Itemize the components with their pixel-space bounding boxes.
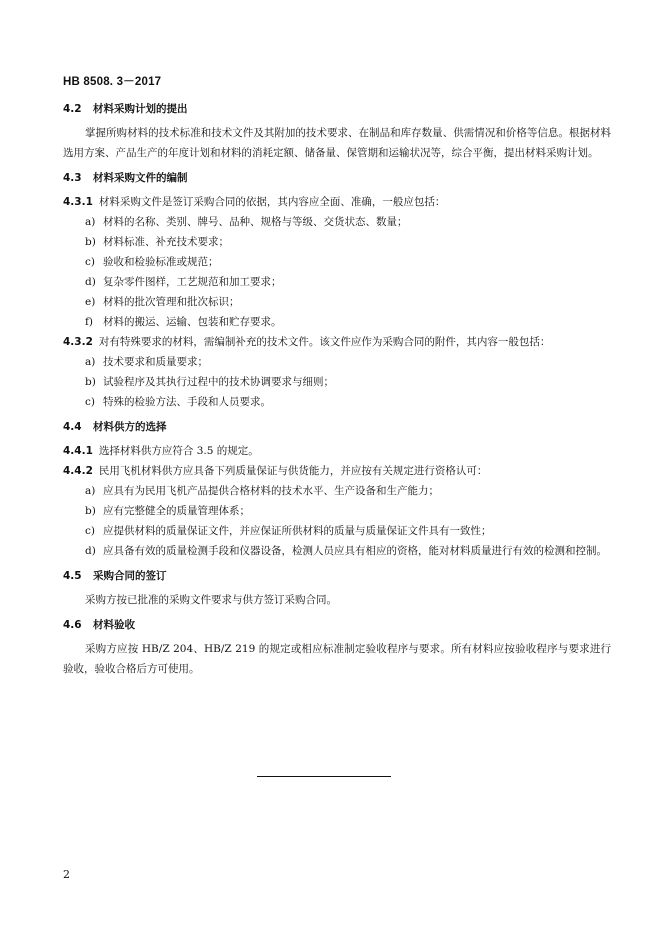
page-number: 2 xyxy=(63,868,70,881)
list-item-text: 材料的批次管理和批次标识； xyxy=(103,296,240,308)
list-item xyxy=(63,312,611,332)
list-item-text: 材料的名称、类别、牌号、品种、规格与等级、交货状态、数量； xyxy=(103,216,408,228)
list-item xyxy=(63,272,611,292)
clause-4-3-1 xyxy=(63,192,611,212)
list-item xyxy=(63,212,611,232)
section-number: 4.3 xyxy=(63,172,82,184)
clause-4-3-1-list xyxy=(63,212,611,332)
list-item xyxy=(63,481,611,501)
section-heading-4-4 xyxy=(63,418,611,436)
list-item-text: 应提供材料的质量保证文件，并应保证所供材料的质量与质量保证文件具有一致性； xyxy=(103,525,492,537)
section-heading-4-2 xyxy=(63,100,611,118)
section-4-6-paragraph: 采购方应按 HB/Z 204、HB/Z 219 的规定或相应标准制定验收程序与要求。所有材料应按验收程序与要求进行验收，验收合格后方可使用。 xyxy=(63,643,611,675)
list-item-text: 应有完整健全的质量管理体系； xyxy=(103,505,250,517)
clause-number: 4.4.2 xyxy=(63,465,93,477)
clause-text: 对有特殊要求的材料，需编制补充的技术文件。该文件应作为采购合同的附件，其内容一般包括： xyxy=(98,336,551,348)
section-heading-4-6 xyxy=(63,616,611,634)
list-item xyxy=(63,521,611,541)
section-number: 4.2 xyxy=(63,103,82,115)
list-item-text: 技术要求和质量要求； xyxy=(103,356,208,368)
list-marker: b) xyxy=(85,236,96,248)
clause-number: 4.3.1 xyxy=(63,196,93,208)
clause-4-4-2 xyxy=(63,461,611,481)
list-marker: e) xyxy=(85,296,96,308)
clause-text: 选择材料供方应符合 3.5 的规定。 xyxy=(98,445,259,457)
section-title: 材料供方的选择 xyxy=(93,421,167,433)
list-marker: c) xyxy=(85,525,95,537)
section-heading-4-3 xyxy=(63,169,611,187)
section-title: 采购合同的签订 xyxy=(93,570,167,582)
section-number: 4.4 xyxy=(63,421,82,433)
list-item-text: 验收和检验标准或规范； xyxy=(103,256,219,268)
list-marker: a) xyxy=(85,356,96,368)
list-item-text: 材料标准、补充技术要求； xyxy=(103,236,229,248)
section-number: 4.6 xyxy=(63,619,82,631)
list-marker: f) xyxy=(85,316,93,328)
section-4-2-paragraph: 掌握所购材料的技术标准和技术文件及其附加的技术要求、在制品和库存数量、供需情况和价格等信息。根据材料选用方案、产品生产的年度计划和材料的消耗定额、储备量、保管期和运输状况等，综合平衡，提出材料采购计划。 xyxy=(63,127,611,159)
clause-text: 民用飞机材料供方应具备下列质量保证与供货能力，并应按有关规定进行资格认可： xyxy=(98,465,488,477)
list-item xyxy=(63,392,611,412)
section-4-5-paragraph: 采购方按已批准的采购文件要求与供方签订采购合同。 xyxy=(85,594,337,606)
clause-4-4-2-list xyxy=(63,481,611,561)
section-title: 材料采购计划的提出 xyxy=(93,103,188,115)
clause-text: 材料采购文件是签订采购合同的依据，其内容应全面、准确，一般应包括： xyxy=(98,196,446,208)
list-item-text: 应具备有效的质量检测手段和仪器设备，检测人员应具有相应的资格，能对材料质量进行有效的检测和控制。 xyxy=(103,545,607,557)
list-item-text: 材料的搬运、运输、包装和贮存要求。 xyxy=(103,316,282,328)
list-item xyxy=(63,292,611,312)
clause-number: 4.4.1 xyxy=(63,445,93,457)
document-body xyxy=(63,100,611,679)
list-item xyxy=(63,252,611,272)
list-marker: c) xyxy=(85,256,95,268)
standard-code: HB 8508. 3－2017 xyxy=(63,76,162,88)
clause-4-3-2 xyxy=(63,332,611,352)
end-rule xyxy=(257,776,391,777)
list-item xyxy=(63,372,611,392)
clause-4-3-2-list xyxy=(63,352,611,412)
list-item xyxy=(63,352,611,372)
list-item-text: 复杂零件图样，工艺规范和加工要求； xyxy=(103,276,282,288)
section-number: 4.5 xyxy=(63,570,82,582)
list-item-text: 应具有为民用飞机产品提供合格材料的技术水平、生产设备和生产能力； xyxy=(103,485,439,497)
clause-4-4-1 xyxy=(63,441,611,461)
list-marker: a) xyxy=(85,216,96,228)
list-marker: d) xyxy=(85,276,96,288)
list-item-text: 试验程序及其执行过程中的技术协调要求与细则； xyxy=(103,376,334,388)
list-item xyxy=(63,501,611,521)
list-item xyxy=(63,541,611,561)
list-item xyxy=(63,232,611,252)
section-title: 材料采购文件的编制 xyxy=(93,172,188,184)
section-title: 材料验收 xyxy=(93,619,135,631)
section-heading-4-5 xyxy=(63,567,611,585)
list-marker: a) xyxy=(85,485,96,497)
list-marker: c) xyxy=(85,396,95,408)
list-marker: d) xyxy=(85,545,96,557)
list-marker: b) xyxy=(85,376,96,388)
list-item-text: 特殊的检验方法、手段和人员要求。 xyxy=(103,396,271,408)
clause-number: 4.3.2 xyxy=(63,336,93,348)
list-marker: b) xyxy=(85,505,96,517)
